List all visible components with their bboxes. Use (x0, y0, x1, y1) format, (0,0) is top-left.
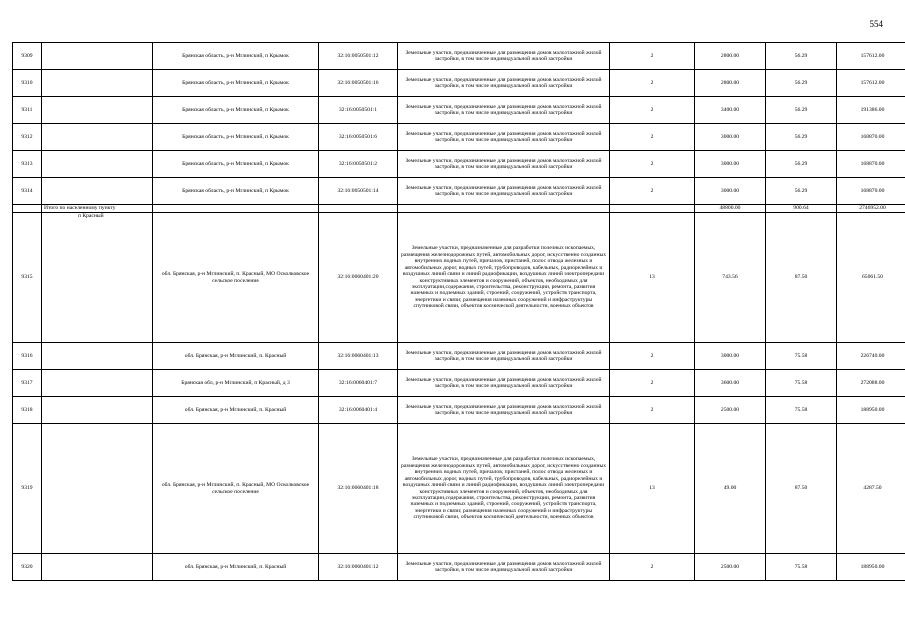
row-number: 9310 (13, 70, 42, 97)
empty-cell (42, 124, 153, 151)
row-value: 188950.00 (837, 397, 905, 424)
row-rate: 75.58 (766, 343, 837, 370)
row-area: 2500.00 (695, 397, 766, 424)
row-group: 2 (610, 397, 695, 424)
empty-cell (153, 205, 319, 213)
row-value: 168870.00 (837, 124, 905, 151)
table-row (13, 124, 905, 151)
row-description: Земельные участки, предназначенные для размещения домов малоэтажной жилой застройки, в том числе индивидуальной жилой застройки (398, 97, 610, 124)
row-description: Земельные участки, предназначенные для разработки полезных ископаемых, размещения железнодорожных путей, автомобильных дорог, искусственно созданных внутренних водных путей, причалов, пристаней, полос отвода железных и автомобильных дорог, водных путей, трубопроводов, кабельных, радиорелейных и воздушных линий связи и линий радиофикации, воздушных линий электропередачи конструктивных элементов и сооружений, объектов, необходимых для эксплуатации,содержания, строительства, реконструкции, ремонта, развития наземных и подземных зданий, строений, сооружений, устройств транспорта, энергетики и связи; размещения наземных сооружений и инфраструктуры спутниковой связи, объектов космической деятельности, военных объектов (398, 424, 610, 554)
row-description: Земельные участки, предназначенные для размещения домов малоэтажной жилой застройки, в том числе индивидуальной жилой застройки (398, 178, 610, 205)
row-value: 226740.00 (837, 343, 905, 370)
row-value: 191386.00 (837, 97, 905, 124)
row-number: 9311 (13, 97, 42, 124)
row-description: Земельные участки, предназначенные для размещения домов малоэтажной жилой застройки, в том числе индивидуальной жилой застройки (398, 343, 610, 370)
empty-cell (13, 205, 42, 213)
row-cadastral-number: 32:16:0060401:13 (319, 343, 398, 370)
row-rate: 75.58 (766, 370, 837, 397)
subtotal-value: 2746952.00 (837, 205, 905, 213)
subtotal-rate: 900.64 (766, 205, 837, 213)
empty-cell (42, 43, 153, 70)
row-cadastral-number: 32:16:0050501:2 (319, 151, 398, 178)
row-number: 9317 (13, 370, 42, 397)
empty-cell (42, 554, 153, 581)
row-value: 157612.00 (837, 70, 905, 97)
row-address: Брянская область, р-н Мглинский, п Крымок (153, 178, 319, 205)
empty-cell (42, 370, 153, 397)
row-group: 2 (610, 554, 695, 581)
row-area: 2800.00 (695, 43, 766, 70)
row-rate: 56.29 (766, 124, 837, 151)
row-description: Земельные участки, предназначенные для размещения домов малоэтажной жилой застройки, в том числе индивидуальной жилой застройки (398, 124, 610, 151)
row-cadastral-number: 32:16:0060401:4 (319, 397, 398, 424)
row-address: обл. Брянская, р-н Мглинский, п. Красный (153, 397, 319, 424)
settlement-header: п Красный (42, 213, 153, 343)
row-rate: 56.29 (766, 151, 837, 178)
row-group: 2 (610, 151, 695, 178)
row-cadastral-number: 32:16:0050501:12 (319, 43, 398, 70)
row-description: Земельные участки, предназначенные для размещения домов малоэтажной жилой застройки, в том числе индивидуальной жилой застройки (398, 554, 610, 581)
subtotal-area: 48800.00 (695, 205, 766, 213)
row-value: 188950.00 (837, 554, 905, 581)
table-row (13, 70, 905, 97)
table-row (13, 97, 905, 124)
row-area: 3000.00 (695, 124, 766, 151)
empty-cell (42, 424, 153, 554)
row-rate: 75.58 (766, 554, 837, 581)
row-number: 9313 (13, 151, 42, 178)
row-description: Земельные участки, предназначенные для размещения домов малоэтажной жилой застройки, в том числе индивидуальной жилой застройки (398, 370, 610, 397)
row-area: 2500.00 (695, 554, 766, 581)
row-group: 2 (610, 178, 695, 205)
row-group: 2 (610, 70, 695, 97)
row-address: обл. Брянская, р-н Мглинский, п. Красный (153, 343, 319, 370)
row-address: обл. Брянская, р-н Мглинский, п. Красный, МО Осколковское сельское поселение (153, 213, 319, 343)
row-description: Земельные участки, предназначенные для размещения домов малоэтажной жилой застройки, в том числе индивидуальной жилой застройки (398, 43, 610, 70)
row-description: Земельные участки, предназначенные для разработки полезных ископаемых, размещения железнодорожных путей, автомобильных дорог, искусственно созданных внутренних водных путей, причалов, пристаней, полос отвода железных и автомобильных дорог, водных путей, трубопроводов, кабельных, радиорелейных и воздушных линий связи и линий радиофикации, воздушных линий электропередачи конструктивных элементов и сооружений, объектов, необходимых для эксплуатации,содержания, строительства, реконструкции, ремонта, развития наземных и подземных зданий, строений, сооружений, устройств транспорта, энергетики и связи; размещения наземных сооружений и инфраструктуры спутниковой связи, объектов космической деятельности, военных объектов (398, 213, 610, 343)
empty-cell (42, 178, 153, 205)
row-number: 9312 (13, 124, 42, 151)
row-address: Брянская область, р-н Мглинский, п Крымок (153, 151, 319, 178)
row-description: Земельные участки, предназначенные для размещения домов малоэтажной жилой застройки, в том числе индивидуальной жилой застройки (398, 70, 610, 97)
row-area: 743.56 (695, 213, 766, 343)
row-number: 9314 (13, 178, 42, 205)
table-row (13, 178, 905, 205)
row-number: 9315 (13, 213, 42, 343)
row-rate: 56.29 (766, 97, 837, 124)
row-group: 2 (610, 370, 695, 397)
table-row (13, 397, 905, 424)
row-number: 9319 (13, 424, 42, 554)
table-row (13, 43, 905, 70)
table-row (13, 151, 905, 178)
row-number: 9309 (13, 43, 42, 70)
row-address: Брянская область, р-н Мглинский, п Крымок (153, 70, 319, 97)
row-value: 4287.50 (837, 424, 905, 554)
row-rate: 56.29 (766, 178, 837, 205)
row-address: обл. Брянская, р-н Мглинский, п. Красный (153, 554, 319, 581)
row-value: 168870.00 (837, 178, 905, 205)
row-group: 13 (610, 424, 695, 554)
row-rate: 56.29 (766, 70, 837, 97)
row-value: 65061.50 (837, 213, 905, 343)
row-group: 2 (610, 43, 695, 70)
row-area: 3000.00 (695, 178, 766, 205)
row-group: 2 (610, 97, 695, 124)
row-area: 2800.00 (695, 70, 766, 97)
row-cadastral-number: 32:16:0060401:7 (319, 370, 398, 397)
row-area: 3000.00 (695, 343, 766, 370)
empty-cell (42, 151, 153, 178)
row-group: 2 (610, 124, 695, 151)
page-number: 554 (869, 19, 883, 29)
table-row (13, 424, 905, 554)
row-rate: 56.29 (766, 43, 837, 70)
table-row (13, 213, 905, 343)
row-rate: 75.58 (766, 397, 837, 424)
row-area: 49.00 (695, 424, 766, 554)
row-cadastral-number: 32:16:0050501:6 (319, 124, 398, 151)
empty-cell (42, 70, 153, 97)
row-address: обл. Брянская, р-н Мглинский, п. Красный, МО Осколковское сельское поселение (153, 424, 319, 554)
empty-cell (319, 205, 398, 213)
row-rate: 87.50 (766, 424, 837, 554)
row-address: Брянская обл, р-н Мглинский, п Красный, д 3 (153, 370, 319, 397)
row-number: 9318 (13, 397, 42, 424)
row-address: Брянская область, р-н Мглинский, п Крымок (153, 43, 319, 70)
row-area: 3000.00 (695, 151, 766, 178)
row-value: 272088.00 (837, 370, 905, 397)
row-cadastral-number: 32:16:0060401:20 (319, 213, 398, 343)
empty-cell (42, 97, 153, 124)
table-body-section-a (13, 43, 905, 581)
row-cadastral-number: 32:16:0060401:18 (319, 424, 398, 554)
subtotal-label: Итого по населенному пункту (42, 205, 153, 213)
table-row (13, 370, 905, 397)
row-value: 157612.00 (837, 43, 905, 70)
row-cadastral-number: 32:16:0050501:16 (319, 70, 398, 97)
row-group: 13 (610, 213, 695, 343)
empty-cell (398, 205, 610, 213)
row-description: Земельные участки, предназначенные для размещения домов малоэтажной жилой застройки, в том числе индивидуальной жилой застройки (398, 151, 610, 178)
row-cadastral-number: 32:16:0060401:12 (319, 554, 398, 581)
row-number: 9320 (13, 554, 42, 581)
table-row (13, 343, 905, 370)
row-number: 9316 (13, 343, 42, 370)
row-address: Брянская область, р-н Мглинский, п Крымок (153, 124, 319, 151)
row-cadastral-number: 32:16:0050501:14 (319, 178, 398, 205)
empty-cell (610, 205, 695, 213)
subtotal-row (13, 205, 905, 213)
table-row (13, 554, 905, 581)
empty-cell (42, 343, 153, 370)
empty-cell (42, 397, 153, 424)
row-value: 168870.00 (837, 151, 905, 178)
row-cadastral-number: 32:16:0050501:1 (319, 97, 398, 124)
row-rate: 87.50 (766, 213, 837, 343)
row-area: 3400.00 (695, 97, 766, 124)
row-description: Земельные участки, предназначенные для размещения домов малоэтажной жилой застройки, в том числе индивидуальной жилой застройки (398, 397, 610, 424)
cadastral-value-table (12, 42, 905, 581)
row-area: 3600.00 (695, 370, 766, 397)
row-group: 2 (610, 343, 695, 370)
row-address: Брянская область, р-н Мглинский, п Крымок (153, 97, 319, 124)
